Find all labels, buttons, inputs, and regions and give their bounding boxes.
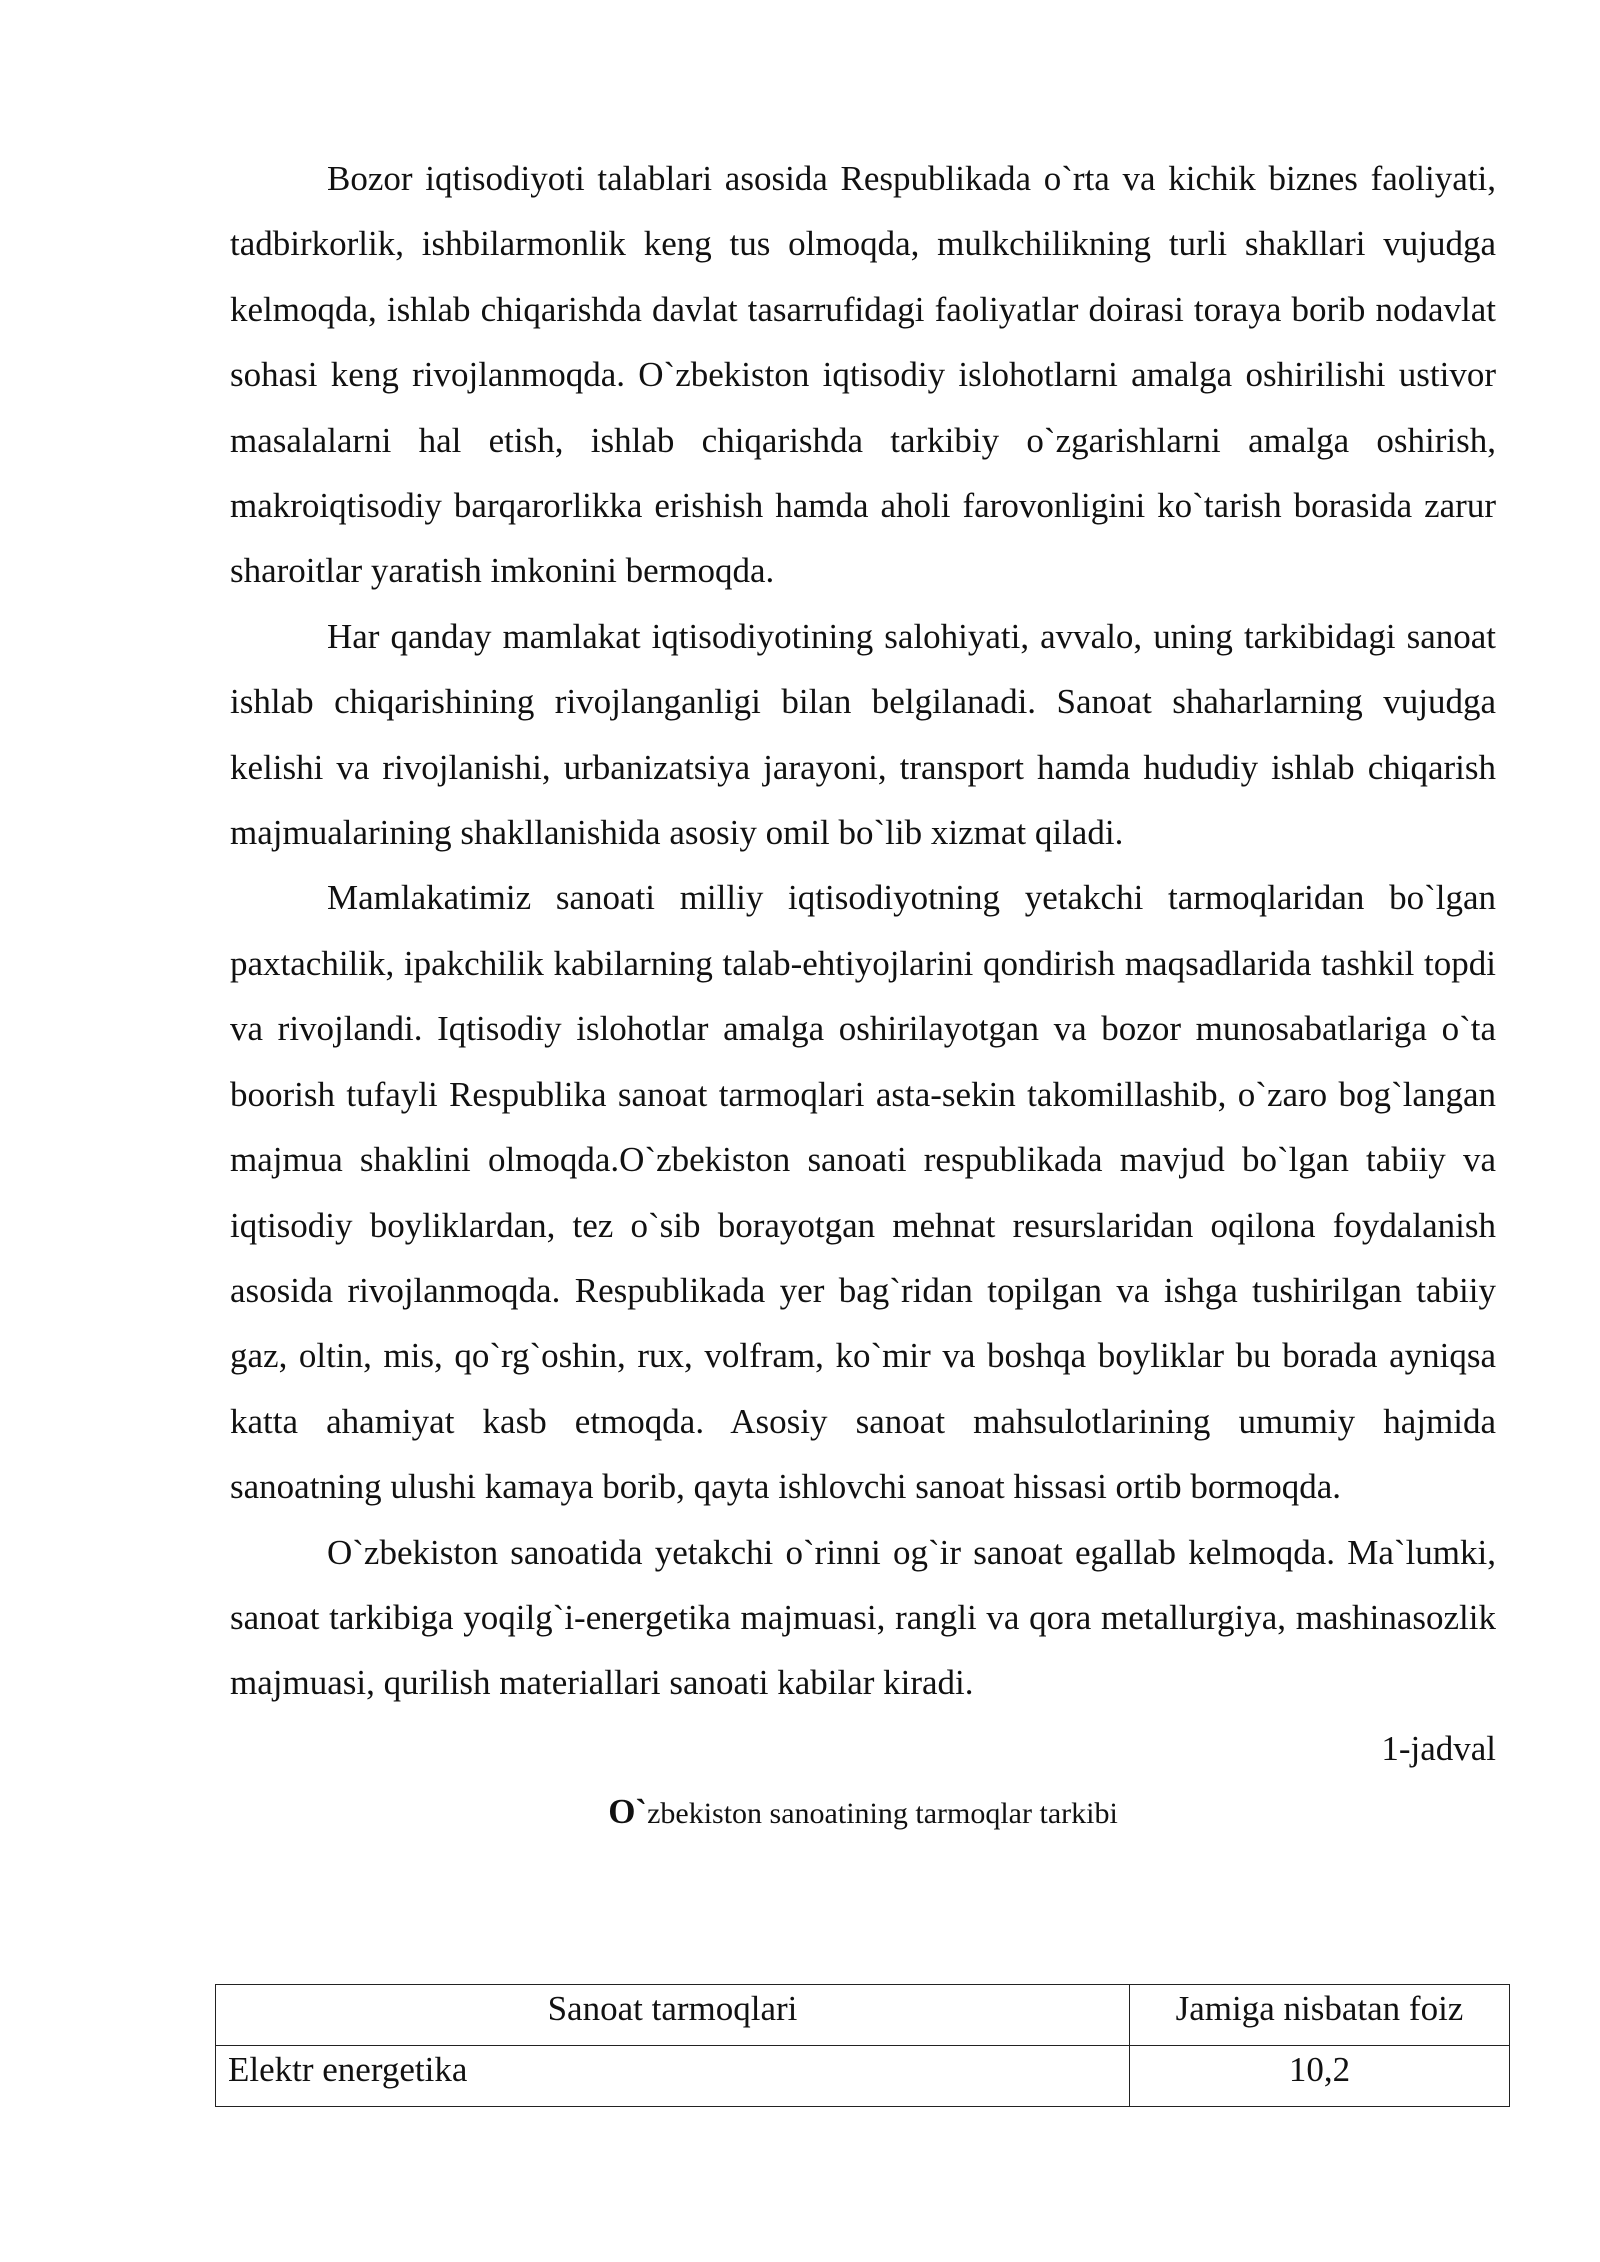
table-cell-percent: 10,2 (1130, 2046, 1510, 2107)
table-header-row (216, 1985, 1510, 2046)
paragraph-3: Mamlakatimiz sanoati milliy iqtisodiyotning yetakchi tarmoqlaridan bo`lgan paxtachilik, ipakchilik kabilarning talab-ehtiyojlarini qondirish maqsadlarida tashkil topdi va rivojlandi. Iqtisodiy islohotlar amalga oshirilayotgan va bozor munosabatlariga o`ta boorish tufayli Respublika sanoat tarmoqlari asta-sekin takomillashib, o`zaro bog`langan majmua shaklini olmoqda.O`zbekiston sanoati respublikada mavjud bo`lgan tabiiy va iqtisodiy boyliklardan, tez o`sib borayotgan mehnat resurslaridan oqilona foydalanish asosida rivojlanmoqda. Respublikada yer bag`ridan topilgan va ishga tushirilgan tabiiy gaz, oltin, mis, qo`rg`oshin, rux, volfram, ko`mir va boshqa boyliklar bu borada ayniqsa katta ahamiyat kasb etmoqda. Asosiy sanoat mahsulotlarining umumiy hajmida sanoatning ulushi kamaya borib, qayta ishlovchi sanoat hissasi ortib bormoqda. (230, 878, 1496, 1507)
table-number-label: 1-jadval (1381, 1728, 1496, 1768)
header-cell-percent: Jamiga nisbatan foiz (1130, 1985, 1510, 2046)
paragraph-1: Bozor iqtisodiyoti talablari asosida Respublikada o`rta va kichik biznes faoliyati, tadbirkorlik, ishbilarmonlik keng tus olmoqda, mulkchilikning turli shakllari vujudga kelmoqda, ishlab chiqarishda davlat tasarrufidagi faoliyatlar doirasi toraya borib nodavlat sohasi keng rivojlanmoqda. O`zbekiston iqtisodiy islohotlarni amalga oshirilishi ustivor masalalarni hal etish, ishlab chiqarishda tarkibiy o`zgarishlarni amalga oshirish, makroiqtisodiy barqarorlikka erishish hamda aholi farovonligini ko`tarish borasida zarur sharoitlar yaratish imkonini bermoqda. (230, 159, 1496, 591)
paragraph-2: Har qanday mamlakat iqtisodiyotining salohiyati, avvalo, uning tarkibidagi sanoat ishlab chiqarishining rivojlanganligi bilan belgilanadi. Sanoat shaharlarning vujudga kelishi va rivojlanishi, urbanizatsiya jarayoni, transport hamda hududiy ishlab chiqarish majmualarining shakllanishida asosiy omil bo`lib xizmat qiladi. (230, 616, 1496, 853)
document-page (230, 146, 1496, 1843)
header-cell-industry: Sanoat tarmoqlari (216, 1985, 1130, 2046)
table-caption-initial: O` (608, 1791, 648, 1831)
paragraph-4: O`zbekiston sanoatida yetakchi o`rinni og`ir sanoat egallab kelmoqda. Ma`lumki, sanoat tarkibiga yoqilg`i-energetika majmuasi, rangli va qora metallurgiya, mashinasozlik majmuasi, qurilish materiallari sanoati kabilar kiradi. (230, 1532, 1496, 1703)
table-row (216, 2046, 1510, 2107)
table-caption (230, 1781, 1496, 1843)
table-cell-industry: Elektr energetika (216, 2046, 1130, 2107)
table-caption-text: zbekiston sanoatining tarmoqlar tarkibi (647, 1796, 1118, 1830)
industry-structure-table (215, 1984, 1510, 2107)
